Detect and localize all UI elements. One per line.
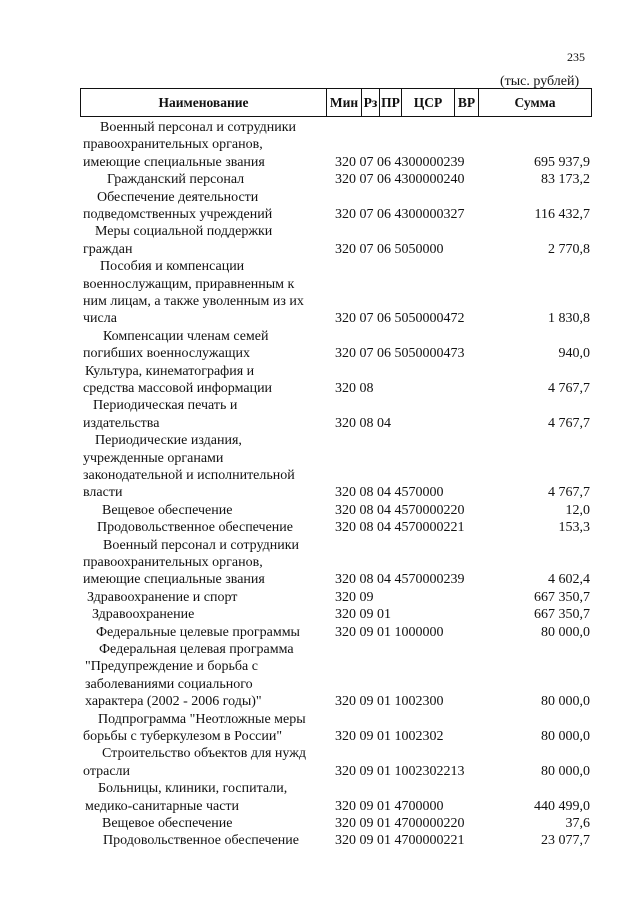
row-name — [0, 119, 296, 171]
row-name-line: Периодическая печать и — [93, 398, 238, 414]
row-name-line: средства массовой информации — [83, 381, 273, 396]
row-name — [0, 624, 300, 641]
header-csr: ЦСР — [401, 88, 454, 117]
row-name — [0, 832, 299, 849]
row-code: 320 08 04 4570000220 — [335, 502, 465, 518]
row-amount: 4 767,7 — [548, 415, 590, 431]
row-amount: 667 350,7 — [534, 589, 590, 605]
row-name-line: Строительство объектов для нужд — [102, 746, 307, 762]
row-name-line: Федеральные целевые программы — [96, 624, 300, 640]
row-name-line: подведомственных учреждений — [83, 207, 273, 222]
row-amount: 4 602,4 — [548, 572, 590, 588]
row-name-line: издательства — [83, 415, 160, 431]
row-amount: 80 000,0 — [541, 624, 590, 640]
row-name — [0, 363, 273, 398]
row-name — [0, 815, 245, 832]
header-pr: ПР — [379, 88, 401, 117]
row-name — [0, 589, 245, 606]
row-name-line: Культура, кинематография и — [85, 363, 255, 379]
row-name — [0, 519, 293, 536]
row-amount: 940,0 — [558, 346, 590, 362]
row-code: 320 08 04 — [335, 415, 391, 431]
row-name-line: характера (2002 - 2006 годы)" — [85, 694, 262, 710]
row-amount: 440 499,0 — [534, 798, 590, 814]
row-name-line: Подпрограмма "Неотложные меры — [98, 711, 306, 727]
row-amount: 80 000,0 — [541, 763, 590, 779]
row-code: 320 07 06 4300000327 — [335, 207, 465, 222]
row-name-line: Военный персонал и сотрудники — [103, 537, 299, 553]
row-code: 320 09 01 4700000 — [335, 798, 444, 814]
row-name-line: учрежденные органами — [83, 450, 224, 466]
row-code: 320 08 04 4570000221 — [335, 520, 465, 536]
row-code: 320 09 01 4700000221 — [335, 833, 465, 849]
row-code: 320 09 01 1002302 — [335, 729, 444, 744]
row-code: 320 07 06 5050000473 — [335, 346, 465, 362]
row-name-line: погибших военнослужащих — [83, 346, 251, 362]
row-name-line: медико-санитарные части — [85, 798, 240, 814]
row-name — [0, 780, 288, 815]
row-name-line: Здравоохранение и спорт — [87, 589, 238, 605]
row-amount: 4 767,7 — [548, 381, 590, 396]
row-name-line: Гражданский персонал — [107, 172, 245, 188]
row-code: 320 09 01 — [335, 607, 391, 623]
row-code: 320 09 01 4700000220 — [335, 816, 465, 831]
row-amount: 12,0 — [565, 502, 590, 518]
row-name-line: отрасли — [83, 763, 131, 779]
row-name-line: правоохранительных органов, — [83, 555, 263, 570]
header-min: Мин — [326, 88, 361, 117]
row-name — [0, 328, 269, 363]
row-name — [0, 189, 273, 224]
page-number: 235 — [567, 50, 585, 64]
row-name-line: имеющие специальные звания — [83, 154, 265, 170]
row-amount: 4 767,7 — [548, 485, 590, 501]
row-amount: 695 937,9 — [534, 154, 590, 170]
row-name-line: Вещевое обеспечение — [102, 816, 233, 831]
row-code: 320 08 04 4570000239 — [335, 572, 465, 588]
row-name-line: Обеспечение деятельности — [97, 189, 259, 205]
row-name-line: борьбы с туберкулезом в России" — [83, 729, 283, 744]
row-code: 320 09 01 1002300 — [335, 694, 444, 710]
row-code: 320 09 01 1002302213 — [335, 763, 465, 779]
row-name-line: правоохранительных органов, — [83, 137, 263, 153]
header-vr: ВР — [454, 88, 478, 117]
row-name-line: Меры социальной поддержки — [95, 224, 273, 240]
row-amount: 667 350,7 — [534, 607, 590, 623]
row-name-line: Компенсации членам семей — [103, 328, 269, 344]
row-name-line: Продовольственное обеспечение — [103, 833, 299, 849]
row-name-line: Вещевое обеспечение — [102, 502, 233, 518]
row-code: 320 07 06 4300000240 — [335, 172, 465, 188]
row-code: 320 08 04 4570000 — [335, 485, 444, 501]
header-name: Наименование — [80, 88, 326, 117]
row-name-line: военнослужащим, приравненным к — [83, 276, 295, 292]
row-name — [0, 223, 273, 258]
row-amount: 83 173,2 — [541, 172, 590, 188]
row-amount: 23 077,7 — [541, 833, 590, 849]
row-code: 320 09 01 1000000 — [335, 624, 444, 640]
row-name-line: имеющие специальные звания — [83, 572, 265, 588]
row-amount: 116 432,7 — [534, 207, 590, 222]
row-name-line: Больницы, клиники, госпитали, — [98, 781, 288, 797]
row-name-line: заболеваниями социального — [85, 676, 253, 692]
row-name — [0, 502, 245, 519]
row-name-line: законодательной и исполнительной — [83, 468, 295, 483]
row-name-line: власти — [83, 485, 123, 501]
row-name — [0, 171, 245, 188]
row-name-line: граждан — [83, 241, 133, 257]
row-name-line: Федеральная целевая программа — [99, 642, 294, 657]
row-name-line: Военный персонал и сотрудники — [100, 120, 296, 135]
row-amount: 153,3 — [558, 520, 590, 536]
row-name — [0, 641, 294, 711]
row-name-line: Продовольственное обеспечение — [97, 520, 293, 536]
row-name — [0, 258, 304, 328]
row-name-line: ним лицам, а также уволенным из их — [83, 294, 304, 309]
row-name — [0, 745, 307, 780]
row-name-line: Здравоохранение — [92, 607, 195, 623]
row-amount: 80 000,0 — [541, 729, 590, 744]
row-amount: 37,6 — [565, 816, 590, 831]
row-amount: 1 830,8 — [548, 311, 590, 327]
row-code: 320 07 06 5050000 — [335, 241, 444, 257]
row-code: 320 07 06 4300000239 — [335, 154, 465, 170]
row-name — [0, 397, 245, 432]
row-code: 320 09 — [335, 589, 374, 605]
row-code: 320 08 — [335, 381, 374, 396]
row-amount: 2 770,8 — [548, 241, 590, 257]
row-name-line: числа — [83, 311, 117, 327]
row-name-line: "Предупреждение и борьба с — [85, 659, 258, 675]
row-name-line: Пособия и компенсации — [100, 259, 245, 275]
row-name — [0, 432, 295, 502]
units-label: (тыс. рублей) — [500, 74, 580, 89]
row-name — [0, 711, 306, 746]
row-name-line: Периодические издания, — [95, 433, 242, 449]
header-rz: Рз — [361, 88, 379, 117]
header-sum: Сумма — [478, 88, 592, 117]
row-amount: 80 000,0 — [541, 694, 590, 710]
row-name — [0, 606, 245, 623]
row-name — [0, 537, 299, 589]
row-code: 320 07 06 5050000472 — [335, 311, 465, 327]
